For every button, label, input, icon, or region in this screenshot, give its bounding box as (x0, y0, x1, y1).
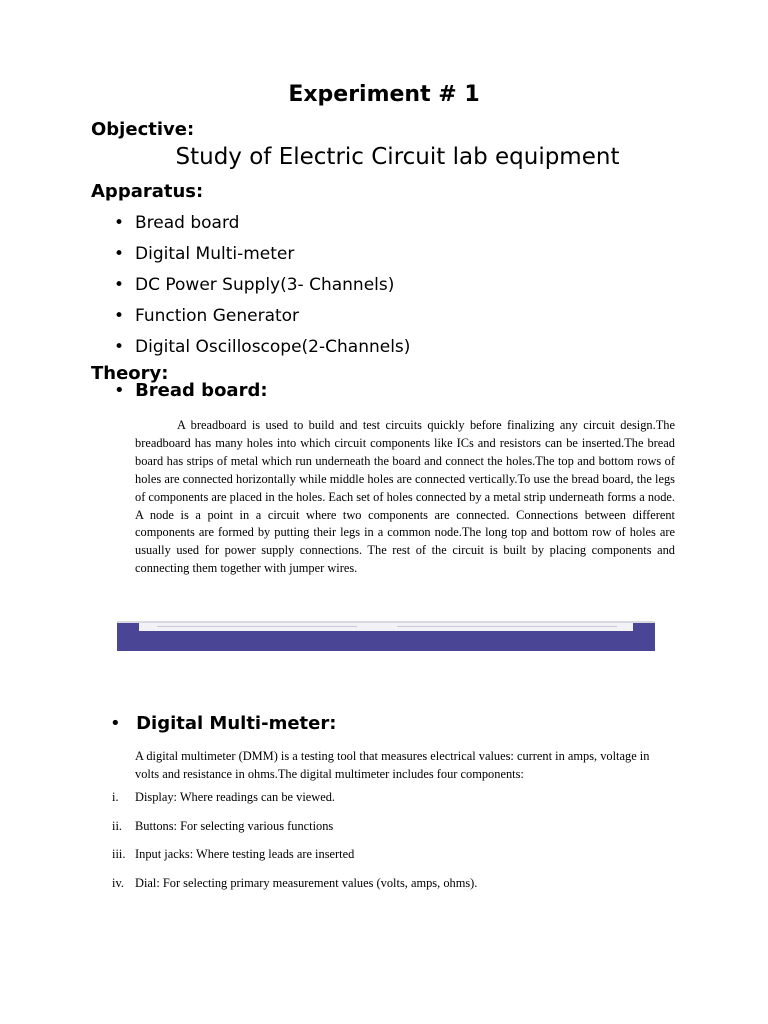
list-number: iv. (112, 875, 124, 890)
objective-text: Study of Electric Circuit lab equipment (175, 144, 620, 170)
breadboard-image (117, 621, 655, 651)
list-item: • Digital Multi-meter (114, 241, 410, 272)
list-number: ii. (112, 818, 122, 833)
list-text: Buttons: For selecting various functions (135, 818, 334, 833)
dmm-heading: Digital Multi-meter: (136, 713, 337, 734)
list-text: Dial: For selecting primary measurement values (volts, amps, ohms). (135, 875, 478, 890)
list-item (112, 819, 672, 848)
dmm-paragraph: A digital multimeter (DMM) is a testing tool that measures electrical values: current in amps, voltage in volts and resistance in ohms.The digital multimeter includes four components: (135, 749, 650, 781)
page-title: Experiment # 1 (288, 82, 480, 107)
list-item: • Function Generator (114, 303, 410, 334)
list-item (112, 790, 672, 819)
list-item: • DC Power Supply(3- Channels) (114, 272, 410, 303)
list-item: • Bread board (114, 210, 410, 241)
list-number: iii. (112, 847, 126, 861)
list-number: i. (112, 790, 119, 804)
apparatus-list (114, 210, 410, 365)
dmm-section-header (110, 713, 336, 734)
list-item (112, 876, 672, 905)
breadboard-section-header (114, 380, 268, 401)
theory-heading: Theory: (91, 363, 169, 384)
breadboard-paragraph: A breadboard is used to build and test circuits quickly before finalizing any circuit design.The breadboard has many holes into which circuit components like ICs and resistors can be inserted.The bread board has strips of metal which run underneath the board and connect the holes.The top and bottom rows of holes are connected horizontally while middle holes are connected vertically.To use the bread board, the legs of components are placed in the holes. Each set of holes connected by a metal strip underneath forms a node. A node is a point in a circuit where two components are connected. Connections between different components are formed by putting their legs in a common node.The long top and bottom row of holes are usually used for power supply connections. The rest of the circuit is built by placing components and connecting them together with jumper wires. (135, 418, 675, 576)
list-text: Input jacks: Where testing leads are inserted (135, 847, 355, 861)
bullet-icon: • (114, 380, 125, 401)
breadboard-heading: Bread board: (135, 380, 268, 401)
objective-heading: Objective: (91, 119, 195, 140)
dmm-components-list (112, 790, 672, 904)
list-item: • Digital Oscilloscope(2-Channels) (114, 334, 410, 365)
bullet-icon: • (110, 713, 121, 734)
list-item (112, 847, 672, 876)
apparatus-heading: Apparatus: (91, 181, 204, 202)
list-text: Display: Where readings can be viewed. (135, 790, 336, 804)
